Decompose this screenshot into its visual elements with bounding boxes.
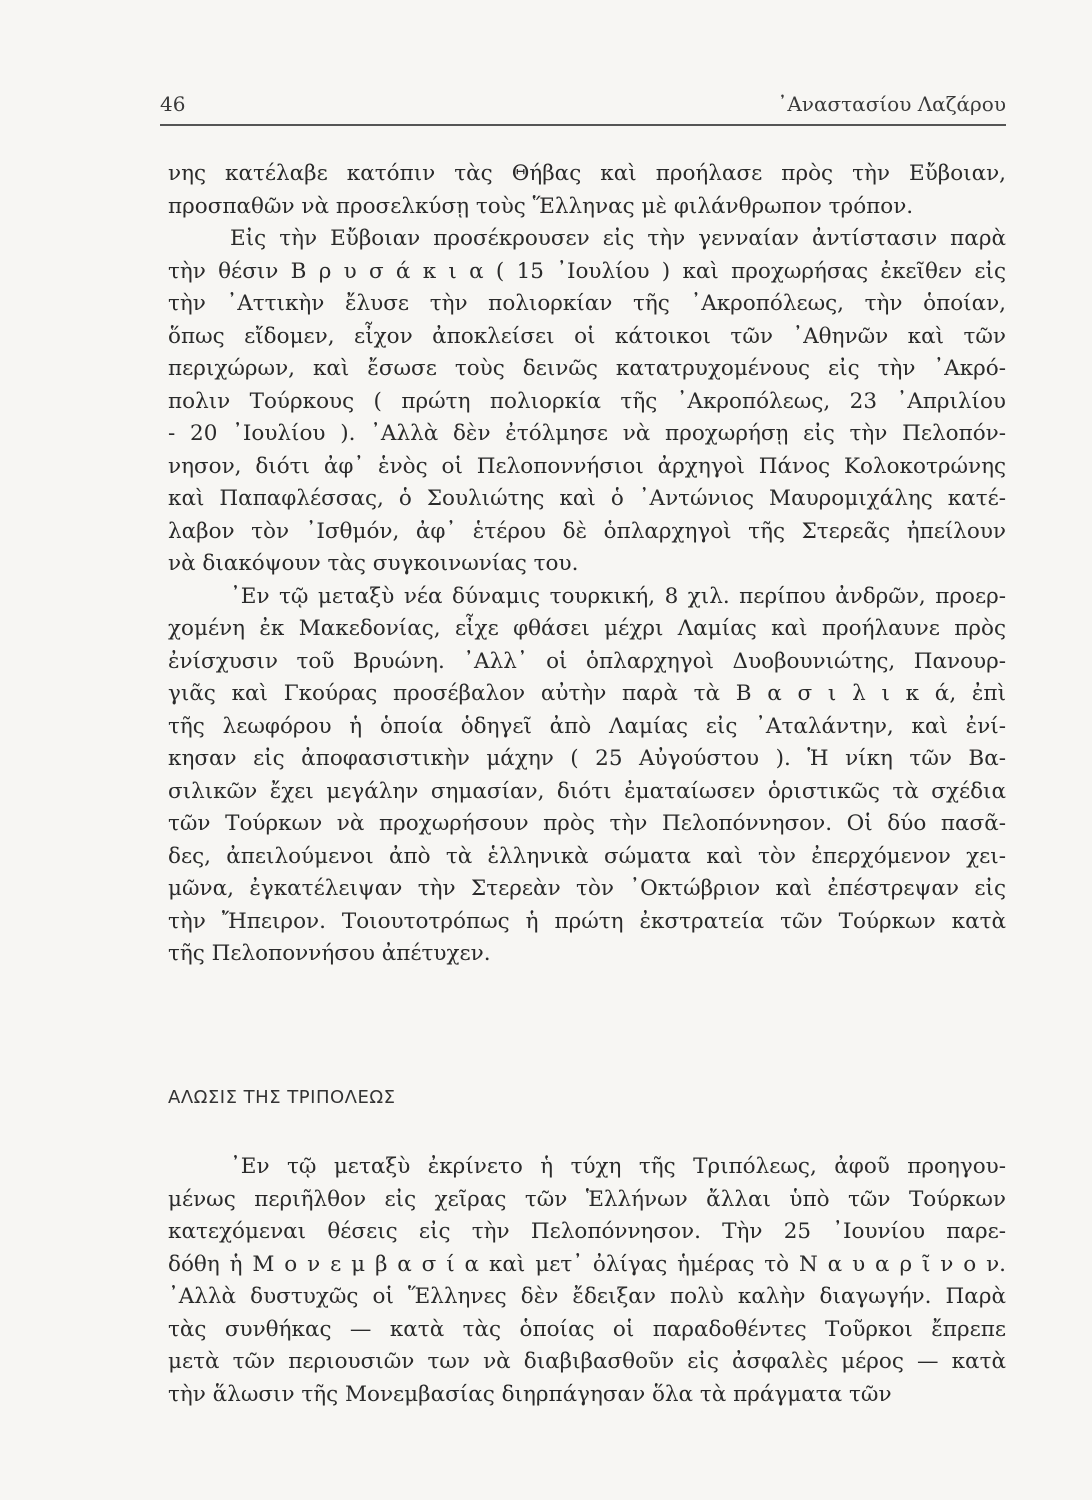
text-line: κησαν εἰς ἀποφασιστικὴν μάχην ( 25 Αὐγούστου ). Ἡ νίκη τῶν Βα- — [168, 746, 1006, 771]
text-line: τῆς Πελοποννήσου ἀπέτυχεν. — [168, 941, 491, 966]
section-heading: ΑΛΩΣΙΣ ΤΗΣ ΤΡΙΠΟΛΕΩΣ — [168, 1087, 396, 1108]
text-line: τῆς λεωφόρου ἡ ὁποία ὁδηγεῖ ἀπὸ Λαμίας εἰς ᾿Αταλάντην, καὶ ἐνί- — [168, 713, 1006, 739]
text-line: τὴν Ἤπειρον. Τοιουτοτρόπως ἡ πρώτη ἐκστρατεία τῶν Τούρκων κατὰ — [168, 908, 1006, 934]
text-line: τὰς συνθήκας — κατὰ τὰς ὁποίας οἱ παραδοθέντες Τοῦρκοι ἔπρεπε — [168, 1316, 1006, 1342]
text-line: γιᾶς καὶ Γκούρας προσέβαλον αὐτὴν παρὰ τὰ Β α σ ι λ ι κ ά, ἐπὶ — [168, 681, 1006, 706]
text-line: Εἰς τὴν Εὔβοιαν προσέκρουσεν εἰς τὴν γενναίαν ἀντίστασιν παρὰ — [230, 226, 1006, 251]
text-line: τὴν ᾿Αττικὴν ἔλυσε τὴν πολιορκίαν τῆς ᾿Ακροπόλεως, τὴν ὁποίαν, — [168, 291, 1006, 316]
text-line: νησον, διότι ἀφ᾿ ἑνὸς οἱ Πελοποννήσιοι ἀρχηγοὶ Πάνος Κολοκοτρώνης — [168, 453, 1006, 479]
text-line: πολιν Τούρκους ( πρώτη πολιορκία τῆς ᾿Ακροπόλεως, 23 ᾿Απριλίου — [168, 388, 1006, 414]
text-line: λαβον τὸν ᾿Ισθμόν, ἀφ᾿ ἑτέρου δὲ ὁπλαρχηγοὶ τῆς Στερεᾶς ἠπείλουν — [168, 518, 1006, 544]
text-line: προσπαθῶν νὰ προσελκύσῃ τοὺς Ἕλληνας μὲ φιλάνθρωπον τρόπον. — [168, 193, 914, 219]
text-line: - 20 ᾿Ιουλίου ). ᾿Αλλὰ δὲν ἐτόλμησε νὰ προχωρήσῃ εἰς τὴν Πελοπόν- — [168, 421, 1006, 446]
text-line: δες, ἀπειλούμενοι ἀπὸ τὰ ἑλληνικὰ σώματα καὶ τὸν ἐπερχόμενον χει- — [168, 843, 1006, 869]
text-line: τῶν Τούρκων νὰ προχωρήσουν πρὸς τὴν Πελοπόννησον. Οἱ δύο πασᾶ- — [168, 811, 1006, 836]
text-block-top — [168, 158, 1006, 971]
text-line: ᾿Αλλὰ δυστυχῶς οἱ Ἕλληνες δὲν ἔδειξαν πολὺ καλὴν διαγωγήν. Παρὰ — [168, 1284, 1006, 1309]
text-line: τὴν θέσιν Β ρ υ σ ά κ ι α ( 15 ᾿Ιουλίου ) καὶ προχωρήσας ἐκεῖθεν εἰς — [168, 258, 1006, 284]
running-header — [160, 92, 1006, 116]
running-author: ᾿Αναστασίου Λαζάρου — [777, 92, 1006, 116]
text-line: νης κατέλαβε κατόπιν τὰς Θήβας καὶ προήλασε πρὸς τὴν Εὔβοιαν, — [168, 161, 1006, 186]
header-rule — [160, 124, 1006, 126]
text-line: σιλικῶν ἔχει μεγάλην σημασίαν, διότι ἐματαίωσεν ὁριστικῶς τὰ σχέδια — [168, 778, 1006, 804]
text-line: δόθη ἡ Μ ο ν ε μ β α σ ί α καὶ μετ᾿ ὀλίγας ἡμέρας τὸ Ν α υ α ρ ῖ ν ο ν. — [168, 1251, 1006, 1277]
text-line: κατεχόμεναι θέσεις εἰς τὴν Πελοπόννησον. Τὴν 25 ᾿Ιουνίου παρε- — [168, 1219, 1006, 1244]
text-line: περιχώρων, καὶ ἔσωσε τοὺς δεινῶς κατατρυχομένους εἰς τὴν ᾿Ακρό- — [168, 356, 1006, 381]
text-line: μῶνα, ἐγκατέλειψαν τὴν Στερεὰν τὸν ᾿Οκτώβριον καὶ ἐπέστρεψαν εἰς — [168, 876, 1006, 901]
text-line: χομένη ἐκ Μακεδονίας, εἶχε φθάσει μέχρι Λαμίας καὶ προήλαυνε πρὸς — [168, 616, 1006, 641]
text-block-bottom — [168, 1151, 1006, 1411]
text-line: καὶ Παπαφλέσσας, ὁ Σουλιώτης καὶ ὁ ᾿Αντώνιος Μαυρομιχάλης κατέ- — [168, 486, 1006, 511]
text-line: ᾿Εν τῷ μεταξὺ νέα δύναμις τουρκική, 8 χιλ. περίπου ἀνδρῶν, προερ- — [230, 583, 1006, 609]
text-line: ἐνίσχυσιν τοῦ Βρυώνη. ᾿Αλλ᾿ οἱ ὁπλαρχηγοὶ Δυοβουνιώτης, Πανουρ- — [168, 648, 1006, 674]
text-line: ᾿Εν τῷ μεταξὺ ἐκρίνετο ἡ τύχη τῆς Τριπόλεως, ἀφοῦ προηγου- — [230, 1154, 1006, 1179]
page-number: 46 — [160, 92, 186, 116]
text-line: τὴν ἅλωσιν τῆς Μονεμβασίας διηρπάγησαν ὅλα τὰ πράγματα τῶν — [168, 1381, 892, 1407]
text-line: ὅπως εἴδομεν, εἶχον ἀποκλείσει οἱ κάτοικοι τῶν ᾿Αθηνῶν καὶ τῶν — [168, 323, 1006, 349]
text-line: νὰ διακόψουν τὰς συγκοινωνίας του. — [168, 551, 579, 576]
text-line: μετὰ τῶν περιουσιῶν των νὰ διαβιβασθοῦν εἰς ἀσφαλὲς μέρος — κατὰ — [168, 1349, 1006, 1374]
text-line: μένως περιῆλθον εἰς χεῖρας τῶν Ἑλλήνων ἄλλαι ὑπὸ τῶν Τούρκων — [168, 1186, 1006, 1212]
